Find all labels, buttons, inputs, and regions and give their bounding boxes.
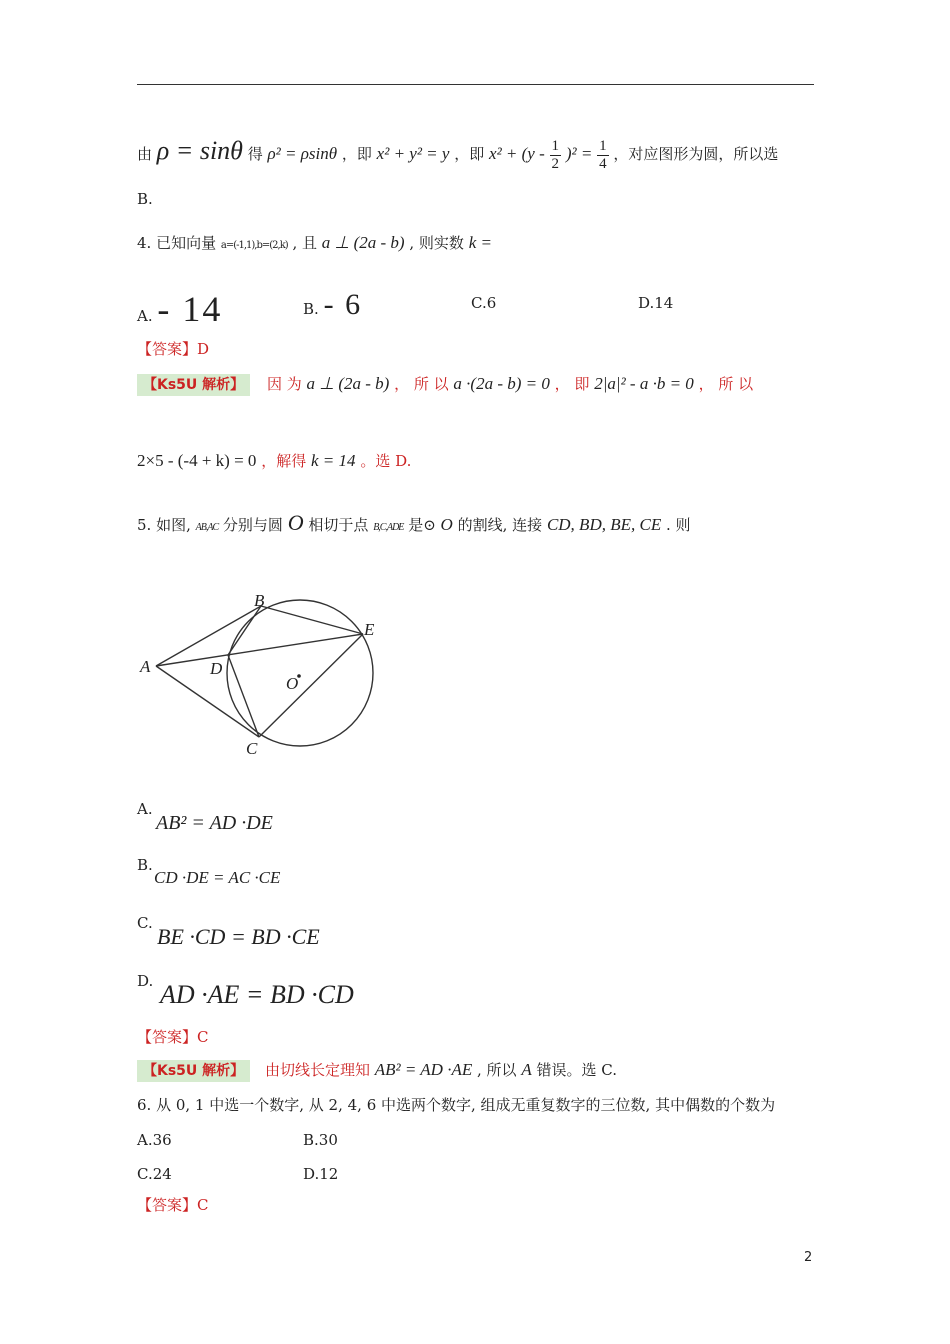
- q4-stem-text3: , 则实数: [409, 234, 464, 252]
- q5-stem-text5: 的割线, 连接: [457, 516, 543, 534]
- segment-cd: [228, 655, 259, 737]
- q3-frac-quarter: $\frac{1}{4}$: [599, 138, 607, 172]
- q5-jx-math: AB² = AD ·AE: [374, 1060, 473, 1079]
- q4-analysis-line1: [137, 374, 753, 396]
- q4-option-a-value: - 14: [157, 289, 223, 329]
- label-b: B: [254, 591, 265, 610]
- q4-jx-math2: a ·(2a - b) = 0: [453, 374, 550, 393]
- label-d: D: [210, 659, 223, 678]
- q3-solution-line: [137, 138, 778, 172]
- q4-analysis-line2: [137, 452, 411, 469]
- segment-bd: [228, 606, 261, 655]
- q4-jx-text2: ， 所 以: [394, 375, 449, 393]
- q4-option-b: B. - 6: [303, 288, 363, 321]
- q6-option-a: A.36: [137, 1131, 172, 1149]
- q5-circle-o: O: [287, 510, 304, 535]
- q4-jx-text1: 因 为: [266, 375, 302, 393]
- q3-eq-rho: ρ = sinθ: [156, 136, 243, 165]
- label-a: A: [140, 657, 151, 676]
- q3-text-ji1: ，即: [341, 145, 372, 163]
- q4-stem-text2: , 且: [292, 234, 317, 252]
- q3-eq3a: x² + (y -: [489, 144, 545, 163]
- q5-jx-text3: 错误。选 C.: [536, 1061, 617, 1079]
- q5-option-d-value: AD ·AE = BD ·CD: [160, 980, 354, 1009]
- q5-stem-text2: 分别与圆: [222, 516, 283, 534]
- label-c: C: [246, 739, 258, 758]
- q5-analysis-tag: 【Ks5U 解析】: [137, 1060, 250, 1082]
- q6-stem: 6. 从 0, 1 中选一个数字, 从 2, 4, 6 中选两个数字, 组成无重复数字的三位数, 其中偶数的个数为: [137, 1096, 776, 1114]
- tangent-ab: [156, 606, 261, 666]
- q4-jx-text3: ， 即: [554, 375, 590, 393]
- q5-geometry-figure: [136, 586, 386, 758]
- q5-option-d: D.: [137, 972, 154, 990]
- label-e: E: [364, 620, 375, 639]
- q4-analysis-tag: 【Ks5U 解析】: [137, 374, 250, 396]
- q3-text-ji2: ，即: [454, 145, 485, 163]
- q3-text-tail: ，对应图形为圆，所以选: [613, 145, 779, 163]
- q5-jx-text2: , 所以: [477, 1061, 517, 1079]
- q5-points: B,C,ADE: [373, 522, 404, 533]
- q4-condition: a ⊥ (2a - b): [321, 233, 405, 252]
- q4-k: k =: [468, 233, 492, 252]
- label-o: O: [286, 674, 299, 693]
- q3-frac-half: $\frac{1}{2}$: [551, 138, 560, 172]
- q4-jx-math4: 2×5 - (-4 + k) = 0: [137, 451, 257, 470]
- circle-o: [227, 600, 373, 746]
- q5-stem-text4: 是⊙: [408, 516, 436, 534]
- secant-ade: [156, 634, 363, 666]
- q4-option-d: D.14: [638, 294, 674, 312]
- q3-eq3b: )² =: [565, 144, 593, 163]
- q5-option-b-value: CD ·DE = AC ·CE: [154, 868, 281, 887]
- q6-option-d: D.12: [303, 1165, 339, 1183]
- q5-option-c: C.: [137, 914, 153, 932]
- q4-jx-text4: ， 所 以: [698, 375, 754, 393]
- q5-stem: [137, 512, 691, 534]
- q5-tangents: AB,AC: [195, 522, 219, 533]
- q3-eq2: x² + y² = y: [376, 144, 450, 163]
- q6-option-b: B.30: [303, 1131, 338, 1149]
- q3-eq1: ρ² = ρsinθ: [267, 144, 338, 163]
- q5-option-b: B.: [137, 856, 153, 874]
- q5-circle-o2: O: [440, 515, 453, 534]
- q6-option-c: C.24: [137, 1165, 172, 1183]
- q4-jx-math5: k = 14: [311, 451, 356, 470]
- q4-option-c: C.6: [471, 294, 497, 312]
- q3-text-de: 得: [247, 145, 263, 163]
- q5-stem-text: 5. 如图,: [137, 516, 191, 534]
- q5-stem-text3: 相切于点: [308, 516, 369, 534]
- q5-option-a-value: AB² = AD ·DE: [156, 812, 273, 834]
- q5-stem-text6: . 则: [666, 516, 691, 534]
- q4-option-a: A. - 14: [137, 289, 223, 329]
- tangent-ac: [156, 666, 259, 737]
- header-rule: [137, 84, 814, 85]
- q4-jx-math1: a ⊥ (2a - b): [306, 374, 390, 393]
- q5-answer: 【答案】C: [137, 1028, 209, 1046]
- q5-segments: CD, BD, BE, CE: [546, 515, 662, 534]
- q4-stem-text: 4. 已知向量: [137, 234, 217, 252]
- q5-option-c-value: BE ·CD = BD ·CE: [157, 924, 320, 949]
- q5-analysis: [137, 1060, 617, 1082]
- q6-answer: 【答案】C: [137, 1196, 209, 1214]
- page-number: 2: [804, 1250, 813, 1265]
- segment-ce: [259, 634, 363, 737]
- q4-jx-text5: ，解得: [261, 452, 307, 470]
- q4-option-b-value: - 6: [323, 288, 363, 321]
- q5-jx-text1: 由切线长定理知: [264, 1061, 370, 1079]
- segment-be: [261, 606, 363, 634]
- q5-jx-a: A: [521, 1060, 532, 1079]
- q4-answer: 【答案】D: [137, 340, 210, 358]
- q4-stem: [137, 234, 492, 251]
- q4-jx-math3: 2|a|² - a ·b = 0: [594, 374, 694, 393]
- q4-vector-def: a=(-1,1),b=(2,k): [220, 240, 288, 251]
- q3-text-pre: 由: [137, 145, 153, 163]
- q4-jx-text6: 。选 D.: [360, 452, 412, 470]
- q5-option-a: A.: [137, 800, 153, 818]
- q3-choice-b: B.: [137, 190, 153, 208]
